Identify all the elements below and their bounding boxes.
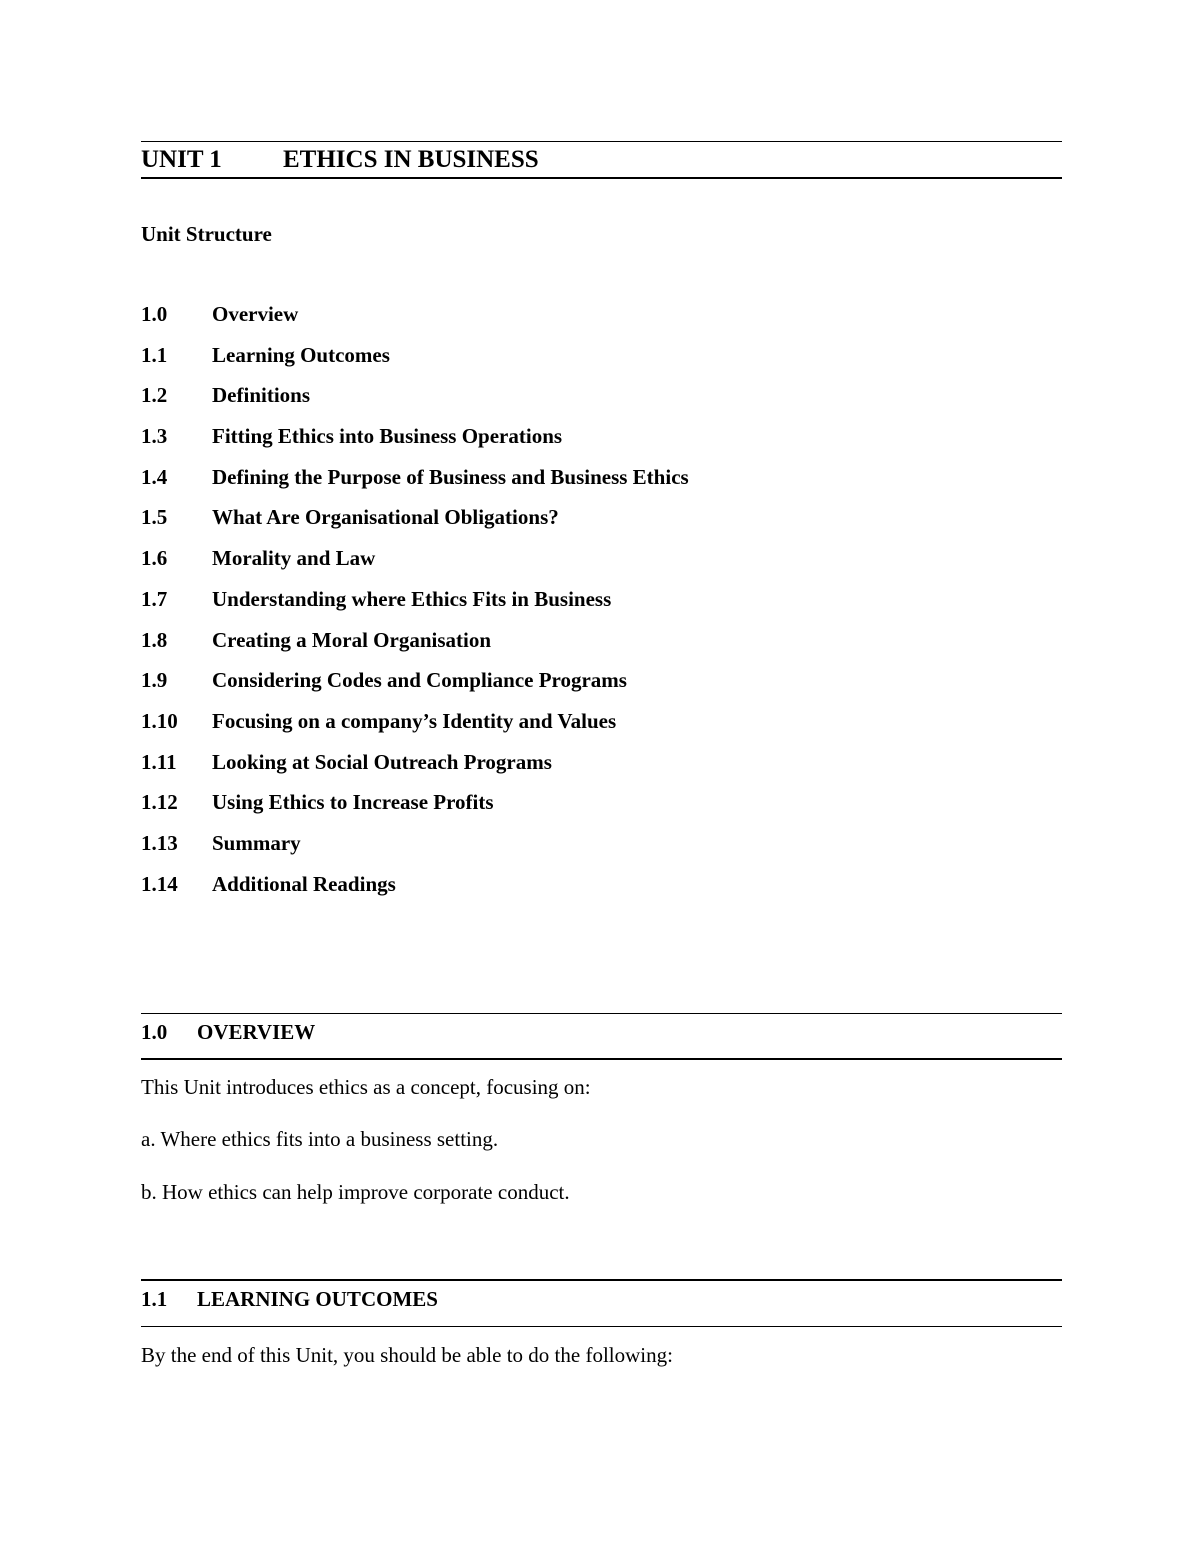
unit-title <box>141 144 539 176</box>
toc-item-title: Definitions <box>212 383 311 408</box>
toc-item-title: Overview <box>212 302 299 326</box>
toc-item <box>141 666 689 707</box>
toc-item-number: 1.6 <box>141 546 168 571</box>
toc-item-number: 1.7 <box>141 586 168 611</box>
overview-intro: This Unit introduces ethics as a concept, focusing on: <box>141 1075 591 1099</box>
overview-point-b: b. How ethics can help improve corporate conduct. <box>141 1180 570 1204</box>
learning-outcomes-heading-top-rule <box>141 1279 1062 1281</box>
learning-outcomes-section-number: 1.1 <box>141 1287 168 1311</box>
toc-item-title: Learning Outcomes <box>212 342 390 367</box>
toc-item-number: 1.1 <box>141 342 168 367</box>
toc-item-title: Creating a Moral Organisation <box>212 627 492 652</box>
toc-item-number: 1.11 <box>141 749 177 774</box>
overview-heading-top-rule <box>141 1013 1062 1014</box>
toc-item <box>141 341 689 382</box>
table-of-contents <box>141 300 689 910</box>
toc-item-title: Understanding where Ethics Fits in Business <box>212 586 612 611</box>
toc-item <box>141 870 689 911</box>
toc-item <box>141 748 689 789</box>
toc-item-title: Summary <box>212 830 301 855</box>
overview-heading <box>141 1018 315 1046</box>
toc-item <box>141 544 689 585</box>
learning-outcomes-intro: By the end of this Unit, you should be able to do the following: <box>141 1343 673 1367</box>
toc-item-number: 1.8 <box>141 627 168 652</box>
overview-section-number: 1.0 <box>141 1020 168 1044</box>
toc-item-title: What Are Organisational Obligations? <box>212 505 559 530</box>
toc-item <box>141 788 689 829</box>
toc-item-number: 1.14 <box>141 871 178 896</box>
toc-item-number: 1.13 <box>141 830 178 855</box>
toc-item-number: 1.3 <box>141 424 168 449</box>
toc-item-number: 1.9 <box>141 668 168 693</box>
toc-item-number: 1.10 <box>141 708 178 733</box>
overview-heading-bottom-rule <box>141 1058 1062 1060</box>
toc-item-title: Morality and Law <box>212 546 376 571</box>
unit-title-bottom-rule <box>141 177 1062 179</box>
toc-item <box>141 626 689 667</box>
toc-item <box>141 585 689 626</box>
toc-item <box>141 381 689 422</box>
overview-section-title: OVERVIEW <box>197 1020 316 1044</box>
toc-item-number: 1.2 <box>141 383 168 408</box>
toc-item <box>141 503 689 544</box>
toc-item-number: 1.4 <box>141 464 168 489</box>
learning-outcomes-section-title: LEARNING OUTCOMES <box>197 1287 438 1311</box>
toc-item-number: 1.5 <box>141 505 168 530</box>
toc-item <box>141 463 689 504</box>
toc-item <box>141 300 689 341</box>
toc-item-title: Considering Codes and Compliance Programs <box>212 668 627 693</box>
toc-item-title: Focusing on a company’s Identity and Values <box>212 708 617 733</box>
toc-item <box>141 829 689 870</box>
toc-item <box>141 707 689 748</box>
toc-item-title: Fitting Ethics into Business Operations <box>212 424 563 449</box>
toc-item-number: 1.0 <box>141 302 168 326</box>
unit-title-top-rule <box>141 141 1062 142</box>
toc-item-number: 1.12 <box>141 790 178 815</box>
toc-item-title: Using Ethics to Increase Profits <box>212 790 494 815</box>
learning-outcomes-heading-bottom-rule <box>141 1326 1062 1327</box>
toc-item <box>141 422 689 463</box>
toc-item-title: Looking at Social Outreach Programs <box>212 749 552 774</box>
toc-item-title: Additional Readings <box>212 871 396 896</box>
toc-item-title: Defining the Purpose of Business and Business Ethics <box>212 464 689 489</box>
learning-outcomes-heading <box>141 1285 438 1313</box>
overview-point-a: a. Where ethics fits into a business setting. <box>141 1127 499 1151</box>
unit-title-text: ETHICS IN BUSINESS <box>283 146 539 173</box>
unit-number: UNIT 1 <box>141 146 222 173</box>
unit-structure-heading: Unit Structure <box>141 222 272 246</box>
